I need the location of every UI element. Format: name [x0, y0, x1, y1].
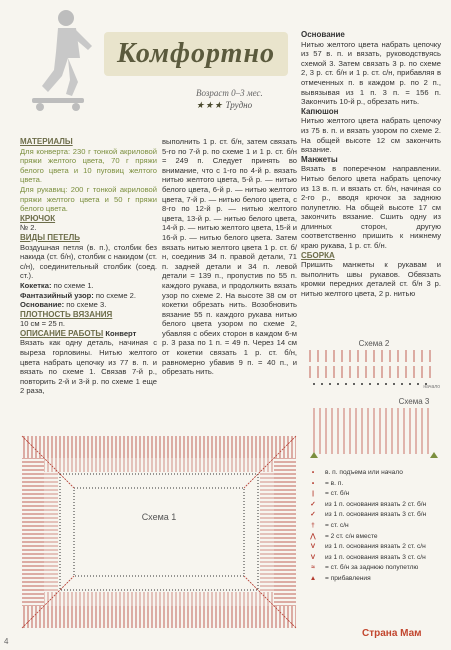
legend-text: = ст. с/н: [325, 521, 349, 529]
title-banner: [104, 32, 288, 76]
fancy-text: по схеме 2.: [95, 290, 136, 300]
cuffs-heading: Манжеты: [301, 154, 338, 164]
legend-row: [304, 510, 446, 521]
legend-text: из 1 п. основания вязать 2 ст. б/н: [325, 500, 427, 508]
density-heading: ПЛОТНОСТЬ ВЯЗАНИЯ: [20, 309, 113, 319]
legend-symbol: V: [310, 543, 316, 551]
legend-row: [304, 553, 446, 564]
legend-text: = прибавления: [325, 574, 371, 582]
description-heading: ОПИСАНИЕ РАБОТЫ: [20, 328, 104, 338]
column-2-text: выполнить 1 р. ст. б/н, затем связать 5-го по 7-й р. по схеме 1 и 1 р. ст. б/н = 249 п. Следует принять во внимание, что с 1-го по 4-й р. вязать нитью желтого цвета, 5-й р. — нитью белого цвета, 6-й р. — нитью желтого цвета, 7-й р. — нитью белого цвета, с 8-го по 12-й р. — нитью желтого цвета, 13-й р. — нитью белого цвета, 14-й р. — нитью желтого цвета, 15-й и 16-й р. — нитью белого цвета. Затем вязать нитью желтого цвета 1 р. ст. б/н, соединив 34 п. правой детали, 71 п. задней детали и 34 п. левой детали = 139 п., пропустив по 55 п. каждого рукава, и продолжить вязать узор по схеме 2. На высоте 38 см от кокетки обрезать нить. Возобновить вязание 55 п. каждого рукава нитью белого цвета узором по схеме 2, убавляя с обеих сторон в каждом 6-м р. 3 раза по 1 п. = 49 п. Через 14 см от кокетки связать 1 р. ст. б/н, равномерно убавив 9 п. = 40 п., и обрезать нить.: [162, 137, 297, 377]
scheme-2-diagram: [304, 338, 444, 394]
materials-mittens-text: 200 г тонкой акриловой пряжи желтого цвета и 50 г пряжи белого цвета.: [20, 184, 157, 214]
hook-heading: КРЮЧОК: [20, 213, 56, 223]
base-heading: Основание: [301, 30, 345, 39]
scheme-3-diagram: [304, 396, 444, 466]
loops-text: Воздушная петля (в. п.), столбик без накида (ст. б/н), столбик с накидом (ст. с/н), соединительный столбик (соед. ст.).: [20, 242, 157, 281]
legend-symbol: V: [310, 553, 316, 561]
base-text: по схеме 3.: [66, 300, 107, 310]
legend-text: = ст. б/н за заднюю полупетлю: [325, 564, 419, 572]
legend-symbol: ⋀: [310, 532, 316, 540]
legend-text: из 1 п. основания вязать 2 ст. с/н: [325, 543, 426, 551]
difficulty-label: [196, 100, 252, 111]
legend-symbol: ✓: [310, 500, 316, 508]
column-2: [162, 137, 297, 377]
difficulty-text: Трудно: [225, 100, 253, 110]
base-label: Основание:: [20, 300, 67, 310]
scheme-1-label: Схема 1: [141, 512, 177, 522]
yoke-label: Кокетка:: [20, 280, 54, 290]
scheme-2-label: Схема 2: [358, 339, 390, 348]
assembly-heading: СБОРКА: [301, 250, 335, 260]
scheme-2-start-label: начало: [423, 384, 440, 390]
legend-text: из 1 п. основания вязать 3 ст. б/н: [325, 511, 427, 519]
watermark: Страна Мам: [362, 628, 422, 639]
legend-text: из 1 п. основания вязать 3 ст. с/н: [325, 553, 426, 561]
cuffs-body: Вязать в поперечном направлении. Нитью белого цвета набрать цепочку из 13 в. п. и вязать ст. б/н, начиная со 2-го р., вводя крючок за заднюю полупетлю. На общей высоте 17 см закончить вязание. Сшить одну из длинных сторон, другую соответственно пришить к нижнему краю рукава, 1 р. ст. б/н.: [301, 164, 441, 251]
legend-row: [304, 489, 446, 500]
difficulty-stars: ★★★: [196, 100, 224, 110]
legend-row: [304, 468, 446, 479]
scheme-1-diagram: [18, 432, 300, 632]
legend-symbol: |: [312, 490, 314, 498]
description-text: Вязать как одну деталь, начиная с выреза горловины. Нитью желтого цвета набрать цепочку из 77 в. п. и вязать по схеме 1. Связав 7-й р., повторить 2-й и 3-й р. по схеме 1 еще 2 раза,: [20, 338, 157, 396]
page-title: Комфортно: [116, 38, 276, 69]
legend-symbol: •: [311, 469, 315, 476]
assembly-body: Пришить манжеты к рукавам и выполнить швы рукавов. Обвязать кромки передних деталей ст. б/н 3 р. нитью желтого цвета, 2 р. нитью: [301, 260, 441, 299]
legend: [304, 468, 446, 585]
legend-text: = ст. б/н: [325, 490, 350, 498]
hook-value: № 2.: [20, 223, 37, 233]
column-3: [301, 30, 441, 299]
density-text: 10 см = 25 п.: [20, 319, 66, 329]
legend-row: [304, 542, 446, 553]
yoke-text: по схеме 1.: [53, 280, 94, 290]
legend-symbol: †: [311, 521, 315, 529]
legend-text: = в. п.: [325, 479, 344, 487]
legend-symbol: ▲: [309, 574, 317, 582]
legend-row: [304, 479, 446, 490]
scheme-3-label: Схема 3: [398, 397, 430, 406]
legend-row: [304, 532, 446, 543]
hood-body: Нитью желтого цвета набрать цепочку из 75 в. п. и вязать узором по схеме 2. На общей высоте 12 см закончить вязание.: [301, 116, 441, 155]
column-1: [20, 137, 157, 396]
skater-illustration: [18, 6, 98, 116]
legend-row: [304, 521, 446, 532]
base-body: Нитью желтого цвета набрать цепочку из 57 в. п. и вязать, руководствуясь схемой 3. Затем связать 3 р. по схеме 2, 3 р. ст. б/н и 1 р. ст. с/н, прибавляя в отмеченных п. в каждом р. по 2 п., вывязывая из 1 п. 3 п. = 156 п. Закончить 10-й р., обрезать нить.: [301, 39, 441, 107]
legend-symbol: ≈: [311, 564, 315, 572]
hood-heading: Капюшон: [301, 106, 339, 116]
page-number: 4: [4, 637, 9, 646]
legend-row: [304, 563, 446, 574]
materials-envelope-label: Для конверта:: [20, 146, 73, 156]
age-label: Возраст 0–3 мес.: [196, 88, 263, 98]
legend-row: [304, 574, 446, 585]
legend-symbol: •: [311, 479, 315, 487]
envelope-subheading: Конверт: [105, 328, 137, 338]
legend-text: = 2 ст. с/н вместе: [325, 532, 378, 540]
materials-envelope-text: 230 г тонкой акриловой пряжи желтого цвета, 70 г пряжи белого цвета и 10 пуговиц желтого цвета.: [20, 146, 157, 185]
legend-symbol: ✓: [310, 511, 316, 519]
materials-mittens-label: Для рукавиц:: [20, 184, 71, 194]
fancy-label: Фантазийный узор:: [20, 290, 96, 300]
legend-row: [304, 500, 446, 511]
materials-heading: МАТЕРИАЛЫ: [20, 137, 73, 146]
loops-heading: ВИДЫ ПЕТЕЛЬ: [20, 232, 80, 242]
header: [0, 0, 300, 135]
legend-text: в. п. подъема или начало: [325, 469, 403, 476]
